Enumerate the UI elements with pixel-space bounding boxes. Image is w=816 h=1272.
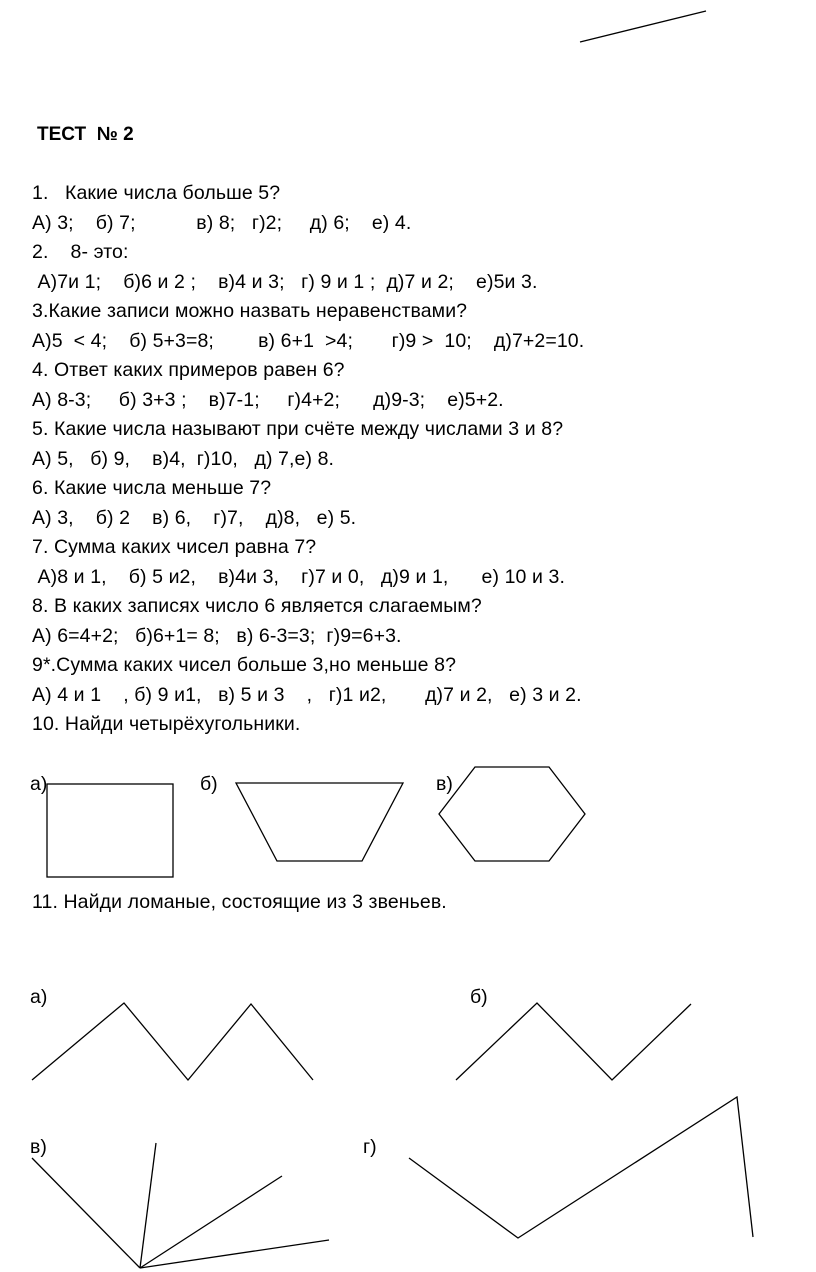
polyline-b [456,1003,691,1080]
question-2: 2. 8- это: [32,241,129,263]
question-10: 10. Найди четырёхугольники. [32,713,301,735]
shape-label-b: б) [200,773,218,795]
answers-8: А) 6=4+2; б)6+1= 8; в) 6-3=3; г)9=6+3. [32,625,402,647]
question-8: 8. В каких записях число 6 является слагаемым? [32,595,482,617]
polyline-label-v: в) [30,1136,47,1158]
question-4: 4. Ответ каких примеров равен 6? [32,359,345,381]
shape-trapezoid [236,783,403,861]
polyline-label-g: г) [363,1136,377,1158]
question-3: 3.Какие записи можно назвать неравенствами? [32,300,468,322]
polyline-g [409,1097,753,1238]
answers-5: А) 5, б) 9, в)4, г)10, д) 7,е) 8. [32,448,335,470]
polyline-a [32,1003,313,1080]
top-stray-line [580,11,706,42]
polyline-v-segment-2 [140,1143,156,1268]
shape-label-a: а) [30,773,48,795]
shape-hexagon [439,767,585,861]
question-1: 1. Какие числа больше 5? [32,182,281,204]
answers-9: А) 4 и 1 , б) 9 и1, в) 5 и 3 , г)1 и2, д)7 и 2, е) 3 и 2. [32,684,582,706]
question-6: 6. Какие числа меньше 7? [32,477,272,499]
polyline-v-segment-3 [140,1176,282,1268]
answers-2: А)7и 1; б)6 и 2 ; в)4 и 3; г) 9 и 1 ; д)7 и 2; е)5и 3. [32,271,538,293]
answers-3: А)5 < 4; б) 5+3=8; в) 6+1 >4; г)9 > 10; д)7+2=10. [32,330,585,352]
polyline-v-segment-1 [32,1158,140,1268]
question-5: 5. Какие числа называют при счёте между числами 3 и 8? [32,418,564,440]
answers-1: А) 3; б) 7; в) 8; г)2; д) 6; е) 4. [32,212,412,234]
question-11: 11. Найди ломаные, состоящие из 3 звеньев. [32,891,447,913]
question-7: 7. Сумма каких чисел равна 7? [32,536,317,558]
answers-4: А) 8-3; б) 3+3 ; в)7-1; г)4+2; д)9-3; е)5+2. [32,389,504,411]
shape-label-v: в) [436,773,453,795]
question-9: 9*.Сумма каких чисел больше 3,но меньше 8? [32,654,457,676]
polyline-v-segment-4 [140,1240,329,1268]
test-title: ТЕСТ № 2 [37,124,134,145]
answers-7: А)8 и 1, б) 5 и2, в)4и 3, г)7 и 0, д)9 и 1, е) 10 и 3. [32,566,565,588]
polyline-label-b: б) [470,986,488,1008]
answers-6: А) 3, б) 2 в) 6, г)7, д)8, е) 5. [32,507,357,529]
shape-rectangle [47,784,173,877]
polyline-label-a: а) [30,986,48,1008]
